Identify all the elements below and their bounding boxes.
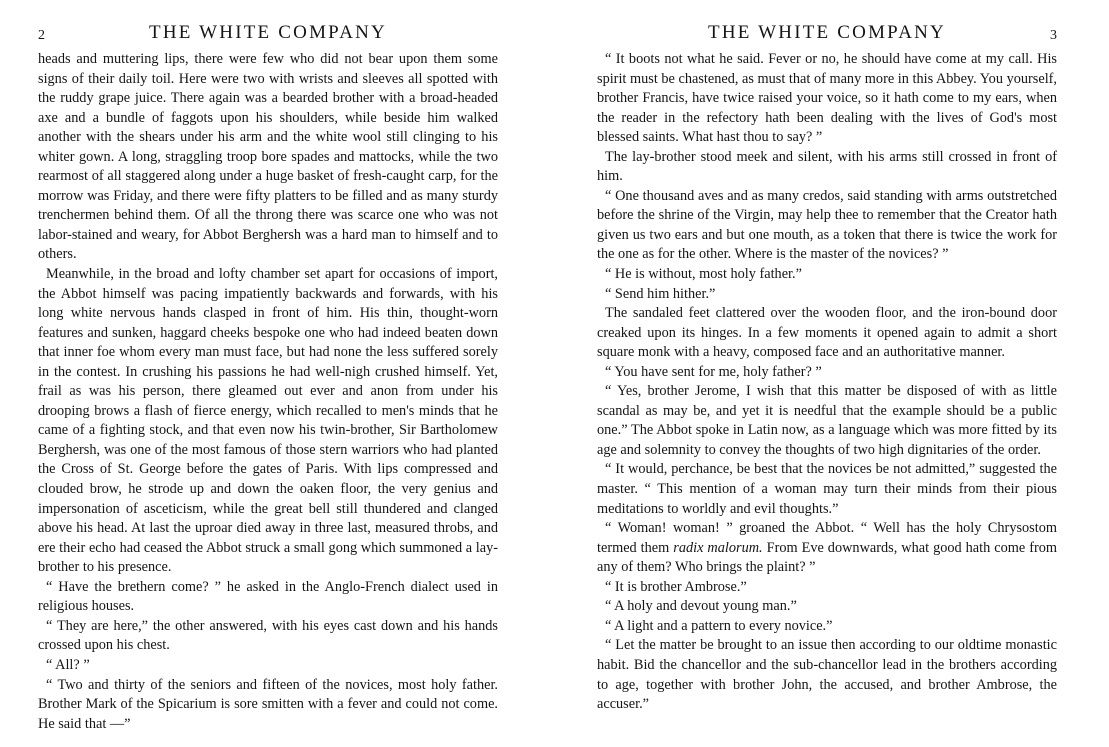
paragraph: “ It would, perchance, be best that the novices be not admitted,” suggested the master. “ This mention of a woman may turn their minds from their pious meditations to worldly and evil thoughts.” — [597, 461, 1057, 517]
paragraph: “ Two and thirty of the seniors and fifteen of the novices, most holy father. Brother Mark of the Spicarium is sore smitten with a fever and could not come. He said that —” — [38, 676, 498, 732]
page-number: 2 — [38, 28, 45, 43]
italic-phrase: radix malorum. — [673, 539, 763, 556]
page-text — [38, 50, 498, 734]
paragraph: The lay-brother stood meek and silent, with his arms still crossed in front of him. — [597, 148, 1057, 185]
paragraph: “ You have sent for me, holy father? ” — [605, 363, 822, 380]
running-head — [38, 22, 498, 50]
paragraph: “ All? ” — [46, 656, 90, 673]
paragraph: “ One thousand aves and as many credos, said standing with arms outstretched before the shrine of the Virgin, may help thee to remember that the Creator hath given us two ears and but one mouth, as a token that there is twice the work for the one as for the other. Where is the master of the novices? ” — [597, 187, 1057, 263]
paragraph: heads and muttering lips, there were few who did not bear upon them some signs of their daily toil. Here were two with wrists and sleeves all spotted with the ruddy grape juice. There again was a bearded brother with a broad-headed axe and a bundle of faggots upon his shoulders, while beside him walked another with the shears under his arm and the white wool still clinging to his whiter gown. A long, straggling troop bore spades and mattocks, while the two rearmost of all staggered along under a huge basket of fresh-caught carp, for the morrow was Friday, and there were fifty platters to be filled and as many sturdy trenchermen behind them. Of all the throng there was scarce one who was not labor-stained and weary, for Abbot Berghersh was a hard man to himself and to others. — [38, 51, 498, 263]
paragraph: Meanwhile, in the broad and lofty chamber set apart for occasions of import, the Abbot himself was pacing impatiently backwards and forwards, with his long white nervous hands clasped in front of him. His thin, thought-worn features and sunken, haggard cheeks bespoke one who had indeed beaten down that inner foe whom every man must face, but had none the less suffered sorely in the contest. In crushing his passions he had well-nigh crushed himself. Yet, frail as was his person, there gleamed out ever and anon from under his drooping brows a flash of fierce energy, which recalled to men's minds that he came of a fighting stock, and that even now his twin-brother, Sir Bartholomew Berghersh, was one of the most famous of those stern warriors who had planted the Cross of St. George before the gates of Paris. With lips compressed and clouded brow, he strode up and down the oaken floor, the very genius and impersonation of asceticism, while the great bell still thundered and clanged above his head. At last the uproar died away in three last, measured throbs, and ere their echo had ceased the Abbot struck a small gong which summoned a lay-brother to his presence. — [38, 266, 498, 576]
paragraph: “ They are here,” the other answered, with his eyes cast down and his hands crossed upon his chest. — [38, 617, 498, 654]
paragraph: “ Have the brethern come? ” he asked in the Anglo-French dialect used in religious houses. — [38, 578, 498, 615]
paragraph: The sandaled feet clattered over the wooden floor, and the iron-bound door creaked upon its hinges. In a few moments it opened again to admit a short square monk with a heavy, composed face and an authoritative manner. — [597, 305, 1057, 361]
running-head — [597, 22, 1057, 50]
text-run: From Eve downwards, what good hath come from any of them? Who brings the plaint? ” — [597, 539, 1057, 576]
running-title: THE WHITE COMPANY — [149, 22, 387, 43]
paragraph: “ It is brother Ambrose.” — [605, 578, 747, 595]
paragraph: “ Let the matter be brought to an issue then according to our oldtime monastic habit. Bid the chancellor and the sub-chancellor lead in the brothers according to age, together with brother John, the accused, and brother Ambrose, the accuser.” — [597, 637, 1057, 713]
paragraph: “ A light and a pattern to every novice.” — [605, 617, 833, 634]
running-title: THE WHITE COMPANY — [708, 22, 946, 43]
paragraph — [597, 519, 1057, 578]
paragraph: “ Yes, brother Jerome, I wish that this matter be disposed of with as little scandal as may be, and yet it is needful that the example should be a public one.” The Abbot spoke in Latin now, as a language which was more fitted by its age and solemnity to convey the thoughts of two high dignitaries of the order. — [597, 383, 1057, 458]
paragraph: “ Send him hither.” — [605, 285, 716, 302]
page-text — [597, 50, 1057, 715]
paragraph: “ A holy and devout young man.” — [605, 598, 797, 615]
page-number: 3 — [1050, 28, 1057, 43]
text-run: “ Woman! woman! ” groaned the Abbot. “ Well has the holy Chrysostom termed them — [597, 520, 1057, 556]
paragraph: “ It boots not what he said. Fever or no, he should have come at my call. His spirit must be chastened, as must that of many more in this Abbey. You yourself, brother Francis, have twice raised your voice, so it hath come to my ears, when the reader in the refectory hath been dealing with the lives of God's most blessed saints. What hast thou to say? ” — [597, 51, 1057, 146]
paragraph: “ He is without, most holy father.” — [605, 266, 802, 283]
